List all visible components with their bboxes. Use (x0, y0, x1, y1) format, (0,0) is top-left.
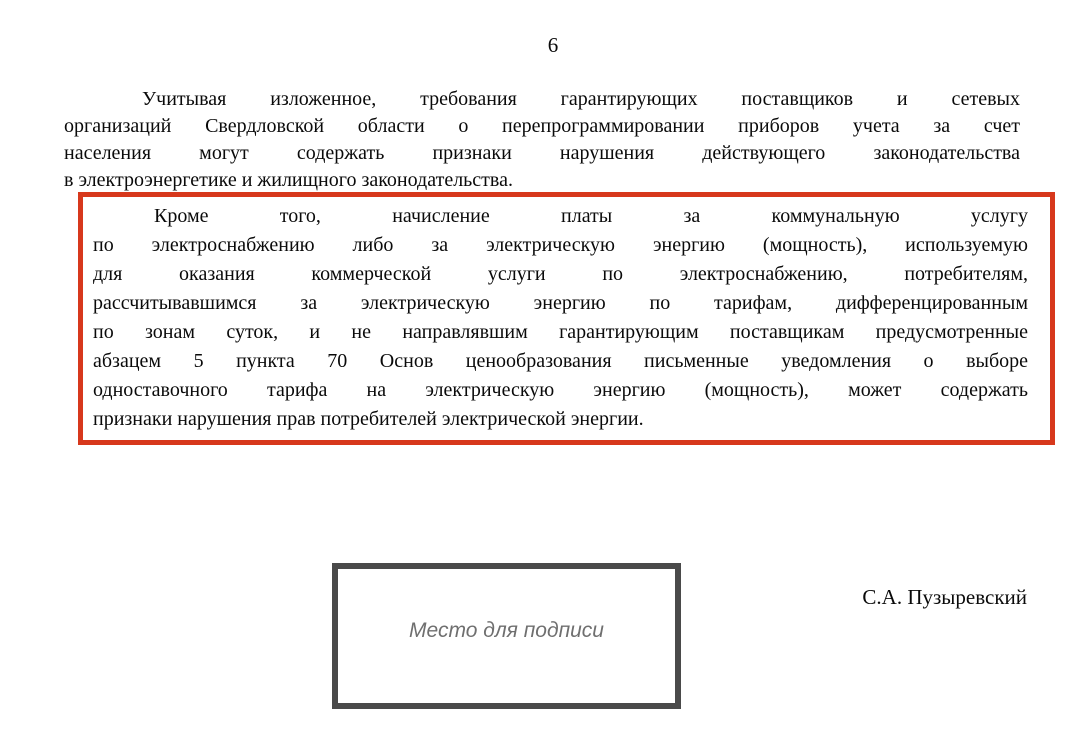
signature-stamp-box (332, 563, 681, 709)
text-line: населения могут содержать признаки нарушения действующего законодательства (64, 142, 1020, 164)
text-line: в электроэнергетике и жилищного законодательства. (64, 169, 513, 191)
signer-name: С.А. Пузыревский (862, 585, 1027, 609)
text-line: организаций Свердловской области о перепрограммировании приборов учета за счет (64, 115, 1020, 137)
text-line: одноставочного тарифа на электрическую энергию (мощность), может содержать (93, 379, 1028, 401)
text-line: абзацем 5 пункта 70 Основ ценообразования письменные уведомления о выборе (93, 350, 1028, 372)
highlight-annotation-box (78, 192, 1055, 445)
paragraph-main (64, 86, 1020, 194)
page-number: 6 (547, 33, 559, 57)
text-line: по зонам суток, и не направлявшим гарантирующим поставщикам предусмотренные (93, 321, 1028, 343)
text-line: Кроме того, начисление платы за коммунальную услугу (154, 205, 1028, 227)
text-line: по электроснабжению либо за электрическую энергию (мощность), используемую (93, 234, 1028, 256)
text-line: Учитывая изложенное, требования гарантирующих поставщиков и сетевых (142, 88, 1020, 110)
text-line: для оказания коммерческой услуги по электроснабжению, потребителям, (93, 263, 1028, 285)
text-line: признаки нарушения прав потребителей электрической энергии. (93, 408, 644, 430)
signature-placeholder-text: Место для подписи (409, 619, 604, 642)
paragraph-highlighted (93, 202, 1028, 434)
text-line: рассчитывавшимся за электрическую энергию по тарифам, дифференцированным (93, 292, 1028, 314)
